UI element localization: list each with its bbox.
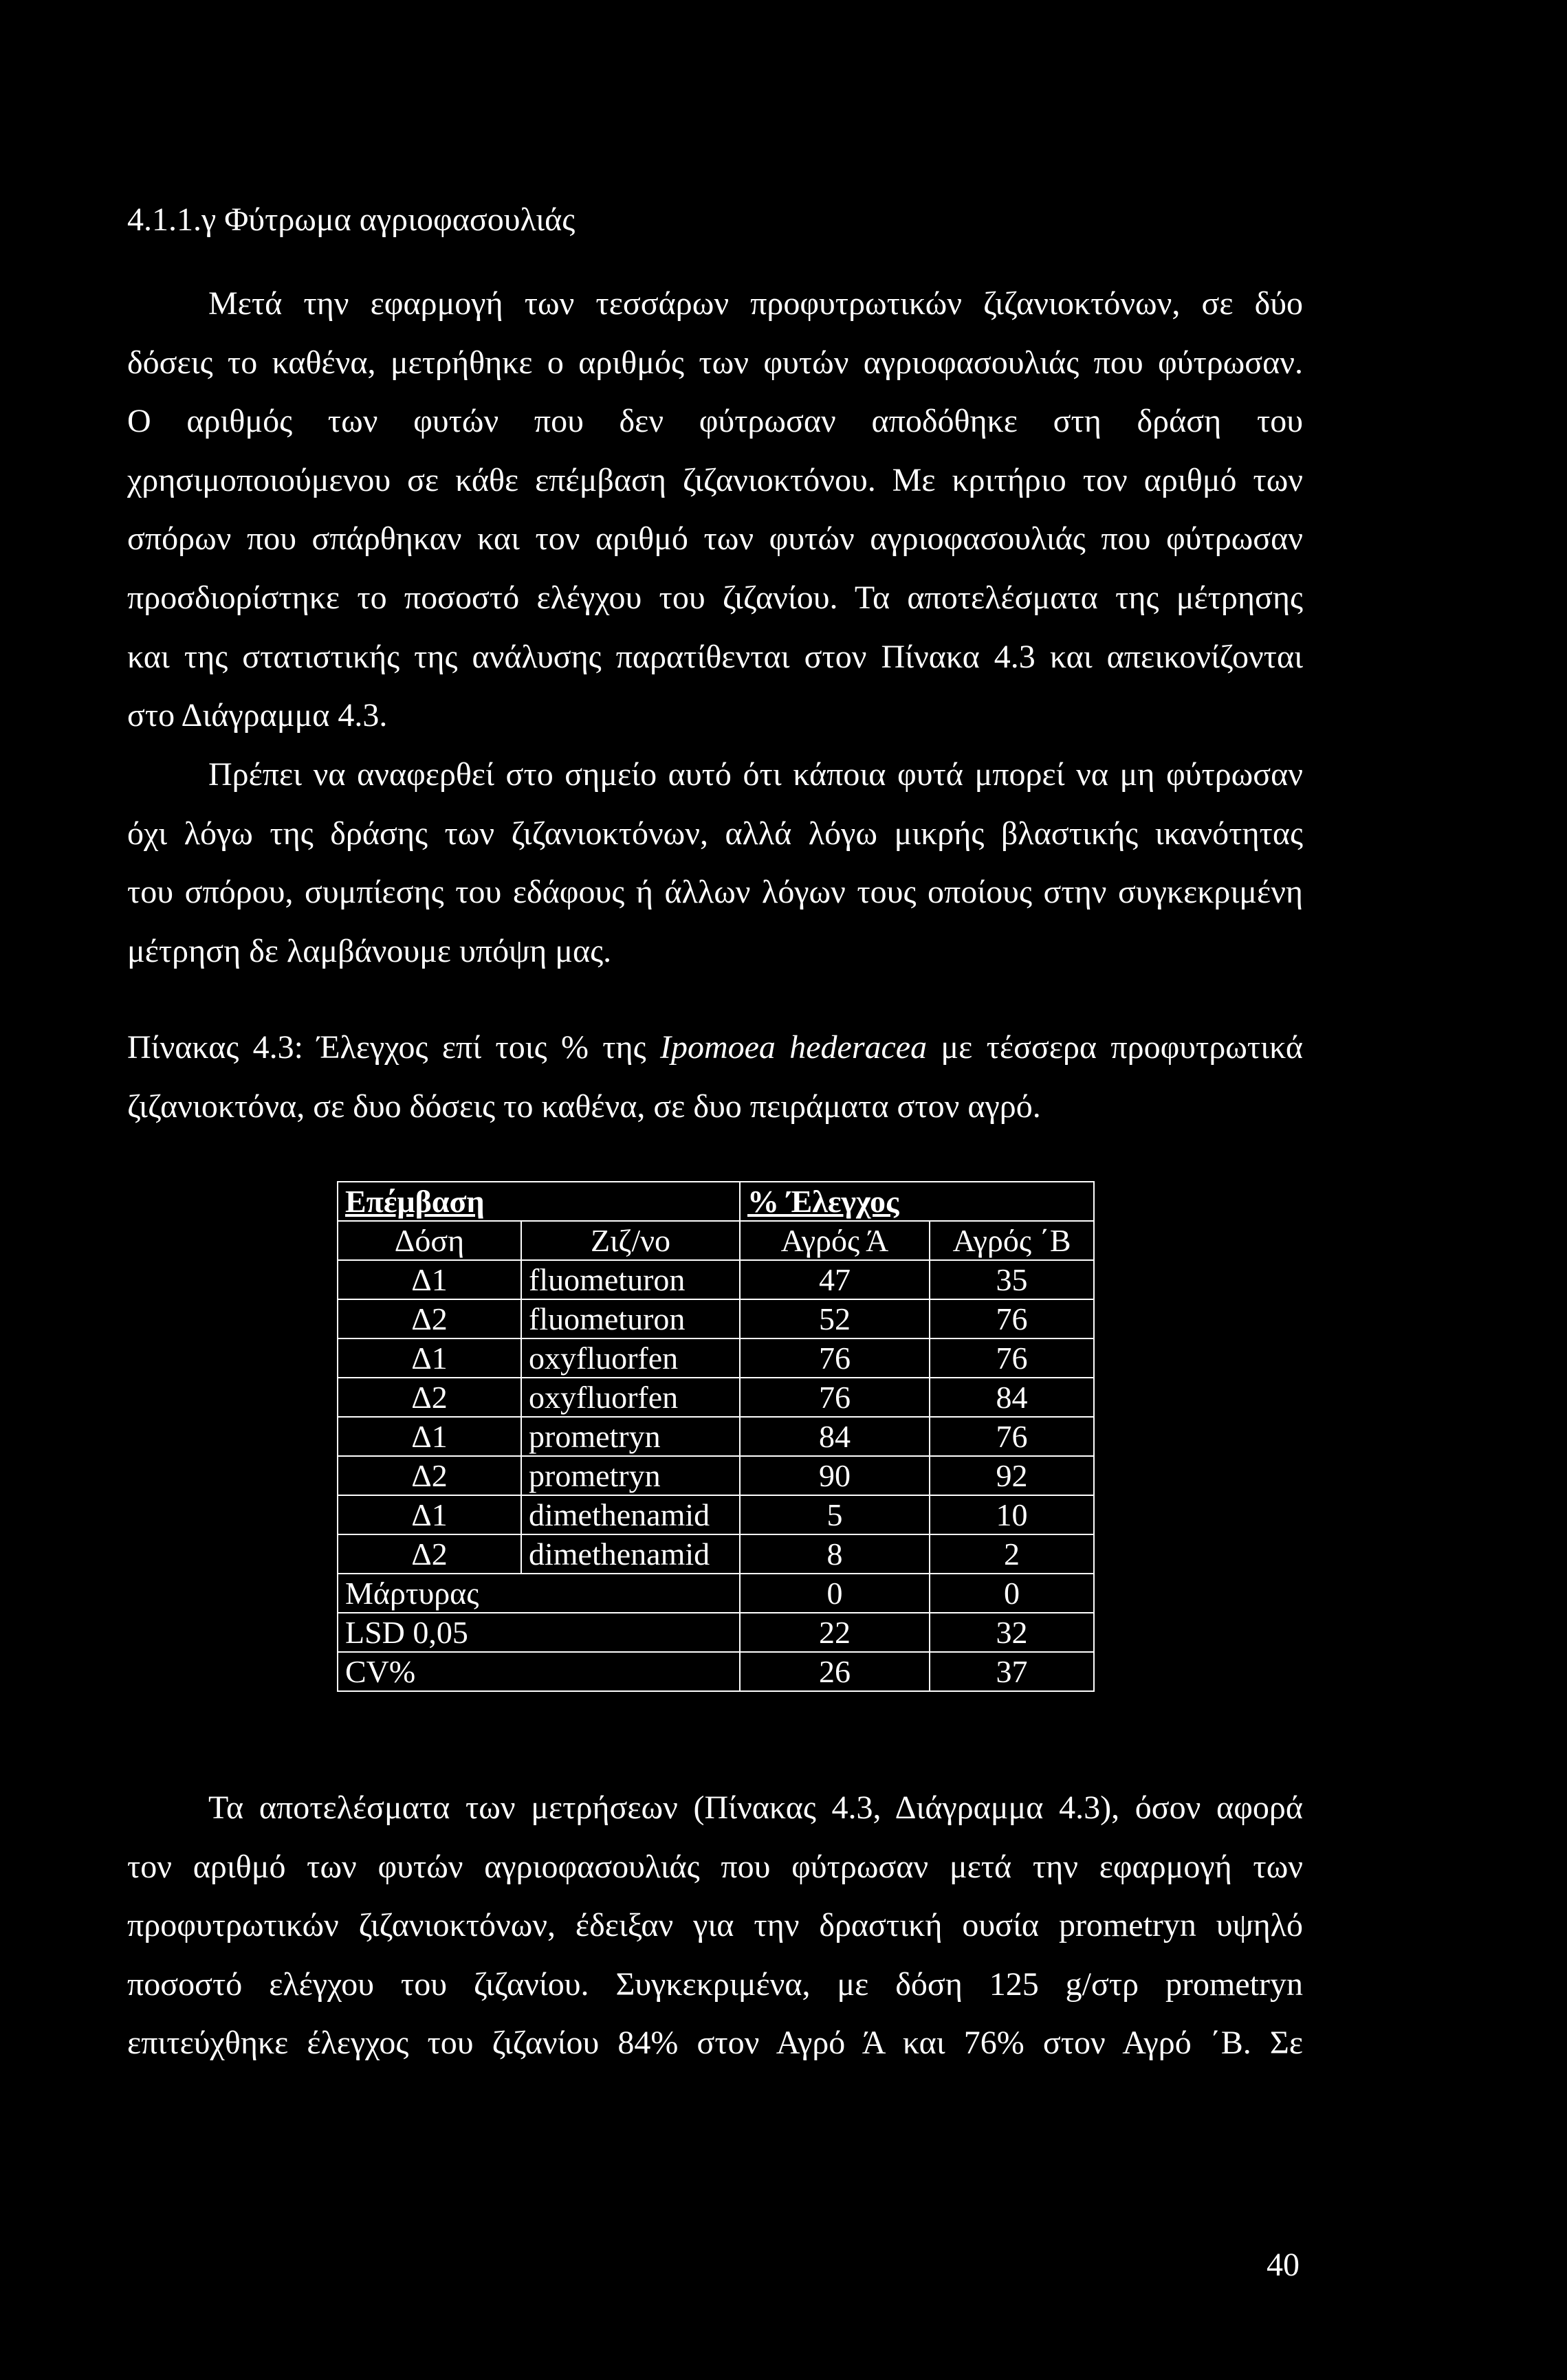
table-row [338,1456,1094,1495]
table-summary-row [338,1574,1094,1613]
field-a-cell: 26 [740,1652,930,1691]
field-b-cell: 0 [930,1574,1094,1613]
field-b-cell: 35 [930,1260,1094,1299]
field-a-cell: 47 [740,1260,930,1299]
field-b-cell: 10 [930,1495,1094,1534]
paragraph-line: ποσοστό ελέγχου του ζιζανίου. Συγκεκριμένα, με δόση 125 g/στρ prometryn [127,1965,1303,2003]
herbicide-cell: fluometuron [521,1299,740,1338]
treatment-header-label: Επέμβαση [345,1183,485,1219]
paragraph-line: στο Διάγραμμα 4.3. [127,697,388,734]
dose-cell: Δ2 [338,1299,521,1338]
field-b-cell: 32 [930,1613,1094,1652]
field-b-cell: 2 [930,1534,1094,1574]
paragraph-3 [127,1778,1303,2073]
table-group-header-row [338,1182,1094,1221]
caption-line: ζιζανιοκτόνα, σε δυο δόσεις το καθένα, σε δυο πειράματα στον αγρό. [127,1088,1041,1125]
paragraph-line: όχι λόγω της δράσης των ζιζανιοκτόνων, αλλά λόγω μικρής βλαστικής ικανότητας [127,815,1303,852]
table-row [338,1378,1094,1417]
control-header-label: % Έλεγχος [747,1183,899,1219]
caption-prefix: Πίνακας 4.3: Έλεγχος επί τοις % της [127,1029,660,1066]
herbicide-cell: oxyfluorfen [521,1338,740,1378]
treatment-header [338,1182,740,1221]
dose-column-header: Δόση [338,1221,521,1260]
paragraph-line: Τα αποτελέσματα των μετρήσεων (Πίνακας 4.3, Διάγραμμα 4.3), όσον αφορά [208,1789,1303,1826]
species-name: Ipomoea hederacea [659,1029,928,1066]
paragraph-line: προσδιορίστηκε το ποσοστό ελέγχου του ζιζανίου. Τα αποτελέσματα της μέτρησης [127,579,1303,616]
paragraph-line: χρησιμοποιούμενου σε κάθε επέμβαση ζιζανιοκτόνου. Με κριτήριο τον αριθμό των [127,461,1303,498]
field-b-cell: 92 [930,1456,1094,1495]
dose-cell: Δ1 [338,1495,521,1534]
field-b-cell: 76 [930,1299,1094,1338]
herbicide-cell: prometryn [521,1456,740,1495]
paragraph-1 [127,274,1303,745]
table-row [338,1260,1094,1299]
paragraph-line: επιτεύχθηκε έλεγχος του ζιζανίου 84% στον Αγρό Ά και 76% στον Αγρό ΄Β. Σε [127,2025,1303,2062]
caption-suffix: με τέσσερα προφυτρωτικά [927,1029,1304,1066]
paragraph-line: Ο αριθμός των φυτών που δεν φύτρωσαν αποδόθηκε στη δράση του [127,403,1303,440]
paragraph-line: και της στατιστικής της ανάλυσης παρατίθενται στον Πίνακα 4.3 και απεικονίζονται [127,638,1303,675]
field-a-column-header: Αγρός Ά [740,1221,930,1260]
table-row [338,1534,1094,1574]
field-b-column-header: Αγρός ΄Β [930,1221,1094,1260]
table-row [338,1417,1094,1456]
field-a-cell: 52 [740,1299,930,1338]
dose-cell: Δ1 [338,1260,521,1299]
paragraph-line: μέτρηση δε λαμβάνουμε υπόψη μας. [127,932,612,969]
table-summary-row [338,1613,1094,1652]
table-caption [127,1018,1303,1136]
summary-label-cell: CV% [338,1652,740,1691]
field-a-cell: 84 [740,1417,930,1456]
dose-cell: Δ1 [338,1338,521,1378]
field-a-cell: 5 [740,1495,930,1534]
section-heading: 4.1.1.γ Φύτρωμα αγριοφασουλιάς [127,201,576,238]
dose-cell: Δ2 [338,1456,521,1495]
results-table [337,1181,1095,1692]
field-a-cell: 0 [740,1574,930,1613]
herbicide-cell: oxyfluorfen [521,1378,740,1417]
section-heading-block [127,190,1303,250]
paragraph-2 [127,745,1303,980]
paragraph-line: Πρέπει να αναφερθεί στο σημείο αυτό ότι κάποια φυτά μπορεί να μη φύτρωσαν [208,756,1303,793]
field-a-cell: 76 [740,1378,930,1417]
field-a-cell: 90 [740,1456,930,1495]
table-column-header-row [338,1221,1094,1260]
herbicide-cell: fluometuron [521,1260,740,1299]
dose-cell: Δ2 [338,1534,521,1574]
field-a-cell: 76 [740,1338,930,1378]
field-a-cell: 22 [740,1613,930,1652]
field-b-cell: 84 [930,1378,1094,1417]
herbicide-column-header: Ζιζ/νο [521,1221,740,1260]
dose-cell: Δ1 [338,1417,521,1456]
paragraph-line: προφυτρωτικών ζιζανιοκτόνων, έδειξαν για την δραστική ουσία prometryn υψηλό [127,1907,1303,1944]
paragraph-line: δόσεις το καθένα, μετρήθηκε ο αριθμός των φυτών αγριοφασουλιάς που φύτρωσαν. [127,344,1303,381]
dose-cell: Δ2 [338,1378,521,1417]
summary-label-cell: Μάρτυρας [338,1574,740,1613]
field-b-cell: 76 [930,1338,1094,1378]
caption-line [127,1018,1303,1077]
herbicide-cell: prometryn [521,1417,740,1456]
table-row [338,1495,1094,1534]
page-number: 40 [1267,2247,1300,2283]
paragraph-line: Μετά την εφαρμογή των τεσσάρων προφυτρωτικών ζιζανιοκτόνων, σε δύο [208,285,1303,322]
paragraph-line: σπόρων που σπάρθηκαν και τον αριθμό των φυτών αγριοφασουλιάς που φύτρωσαν [127,520,1303,558]
summary-label-cell: LSD 0,05 [338,1613,740,1652]
field-a-cell: 8 [740,1534,930,1574]
field-b-cell: 76 [930,1417,1094,1456]
paragraph-line: του σπόρου, συμπίεσης του εδάφους ή άλλων λόγων τους οποίους στην συγκεκριμένη [127,874,1303,911]
table-row [338,1299,1094,1338]
control-header [740,1182,1094,1221]
paragraph-line: τον αριθμό των φυτών αγριοφασουλιάς που φύτρωσαν μετά την εφαρμογή των [127,1848,1303,1885]
herbicide-cell: dimethenamid [521,1534,740,1574]
field-b-cell: 37 [930,1652,1094,1691]
table-row [338,1338,1094,1378]
herbicide-cell: dimethenamid [521,1495,740,1534]
table-summary-row [338,1652,1094,1691]
